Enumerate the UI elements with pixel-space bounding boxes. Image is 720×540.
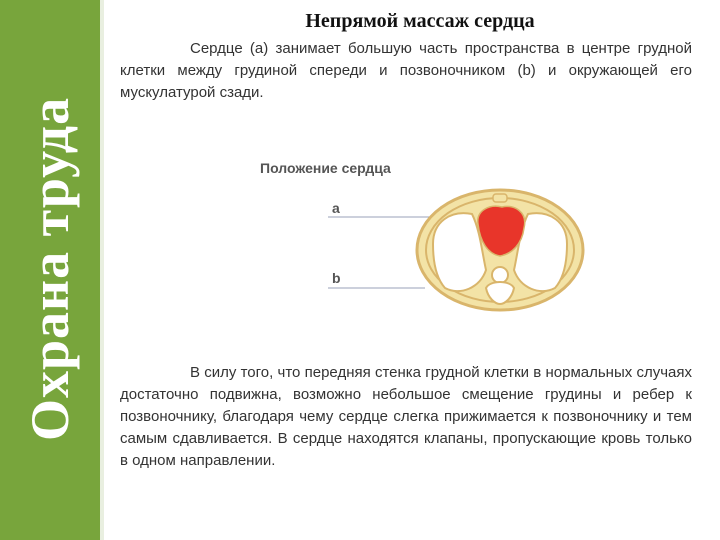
sidebar-divider	[100, 0, 104, 540]
sidebar	[0, 0, 100, 540]
paragraph-heart-position: Сердце (a) занимает большую часть пространства в центре грудной клетки между грудиной спереди и позвоночником (b) и окружающей его мускулатурой сзади.	[120, 40, 692, 101]
vertebra-body	[492, 267, 508, 283]
label-heart-a: a	[332, 200, 340, 216]
sternum	[493, 194, 507, 202]
page-title: Непрямой массаж сердца	[305, 10, 535, 32]
heart-position-figure	[250, 152, 630, 342]
figure-caption: Положение сердца	[260, 160, 391, 176]
paragraph-chest-compression: В силу того, что передняя стенка грудной клетки в нормальных случаях достаточно подвижна, возможно небольшое смещение грудины и ребер к позвоночнику, благодаря чему сердце слегка прижимается к позвоночнику и тем самым сдавливается. В сердце находятся клапаны, пропускающие кровь только в одном направлении.	[120, 364, 692, 469]
chest-cross-section-illustration	[250, 152, 630, 342]
label-spine-b: b	[332, 270, 341, 286]
sidebar-title: Охрана труда	[20, 96, 80, 442]
